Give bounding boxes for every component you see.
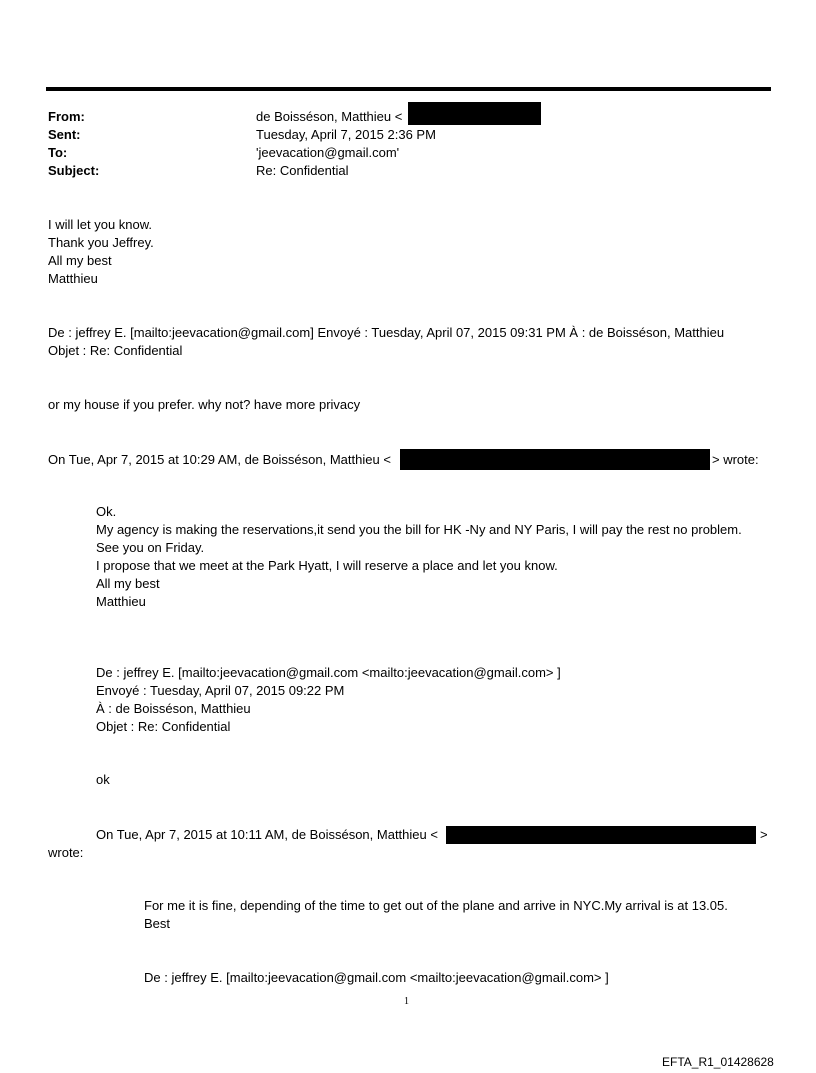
quote1-body: or my house if you prefer. why not? have more privacy	[48, 397, 361, 412]
reply-line: Matthieu	[48, 271, 98, 286]
from-label: From:	[48, 109, 85, 124]
quote1-header-line: De : jeffrey E. [mailto:jeevacation@gmail.com] Envoyé : Tuesday, April 07, 2015 09:31 PM À : de Boisséson, Matthieu	[48, 325, 725, 340]
document-id: EFTA_R1_01428628	[662, 1055, 774, 1069]
quote1-header-line: Objet : Re: Confidential	[48, 343, 183, 358]
redaction-block	[400, 449, 710, 470]
quote3-body: ok	[96, 772, 110, 787]
reply-line: Thank you Jeffrey.	[48, 235, 154, 250]
quote4-intro-suffix: >	[760, 827, 768, 842]
quote3-header-line: Envoyé : Tuesday, April 07, 2015 09:22 PM	[96, 683, 345, 698]
quote3-header-line: Objet : Re: Confidential	[96, 719, 231, 734]
quote2-line: Ok.	[96, 504, 117, 519]
quote2-line: I propose that we meet at the Park Hyatt, I will reserve a place and let you know.	[96, 558, 558, 573]
page-number: 1	[404, 996, 409, 1007]
quote2-intro: On Tue, Apr 7, 2015 at 10:29 AM, de Boisséson, Matthieu <	[48, 452, 391, 467]
to-label: To:	[48, 145, 68, 160]
quote4-line: For me it is fine, depending of the time to get out of the plane and arrive in NYC.My arrival is at 13.05.	[144, 898, 728, 913]
quote2-line: See you on Friday.	[96, 540, 205, 555]
quote2-intro-suffix: > wrote:	[712, 452, 759, 467]
to-value: 'jeevacation@gmail.com'	[256, 145, 400, 160]
quote2-line: All my best	[96, 576, 160, 591]
quote3-header-line: De : jeffrey E. [mailto:jeevacation@gmail.com <mailto:jeevacation@gmail.com> ]	[96, 665, 561, 680]
subject-label: Subject:	[48, 163, 100, 178]
quote4-intro-wrap: wrote:	[48, 845, 84, 860]
subject-value: Re: Confidential	[256, 163, 349, 178]
quote4-header-line: De : jeffrey E. [mailto:jeevacation@gmail.com <mailto:jeevacation@gmail.com> ]	[144, 970, 609, 985]
reply-line: I will let you know.	[48, 217, 153, 232]
reply-line: All my best	[48, 253, 112, 268]
quote3-header-line: À : de Boisséson, Matthieu	[96, 701, 251, 716]
quote4-intro: On Tue, Apr 7, 2015 at 10:11 AM, de Boisséson, Matthieu <	[96, 827, 438, 842]
from-value: de Boisséson, Matthieu <	[256, 109, 403, 124]
quote4-line: Best	[144, 916, 171, 931]
redaction-block	[408, 102, 541, 125]
quote2-line: My agency is making the reservations,it send you the bill for HK -Ny and NY Paris, I will pay the rest no problem.	[96, 522, 742, 537]
sent-value: Tuesday, April 7, 2015 2:36 PM	[256, 127, 436, 142]
quote2-line: Matthieu	[96, 594, 146, 609]
sent-label: Sent:	[48, 127, 81, 142]
header-rule	[46, 87, 771, 91]
redaction-block	[446, 826, 756, 844]
